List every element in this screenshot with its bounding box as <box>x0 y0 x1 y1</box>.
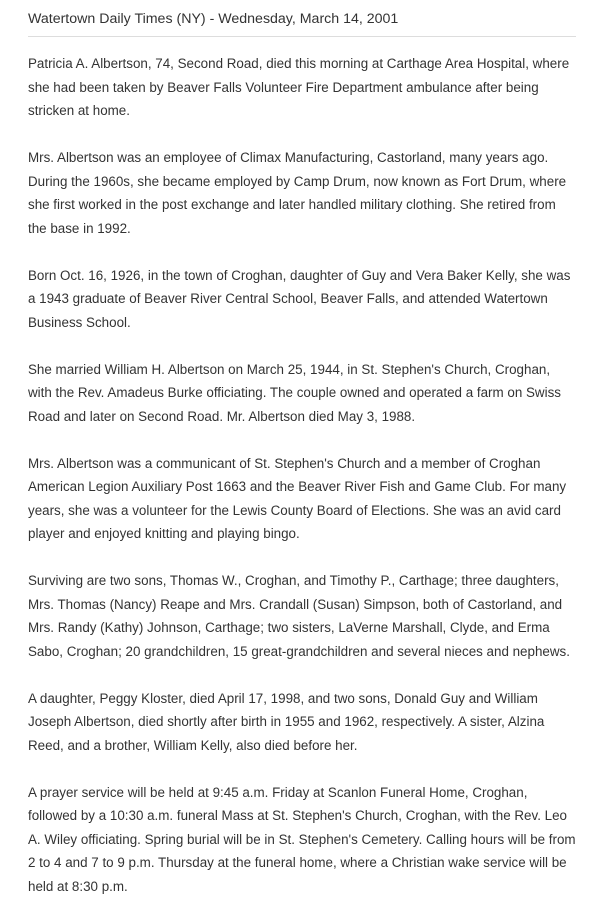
paragraph: A prayer service will be held at 9:45 a.m. Friday at Scanlon Funeral Home, Croghan, followed by a 10:30 a.m. funeral Mass at St. Stephen's Church, Croghan, with the Rev. Leo A. Wiley officiating. Spring burial will be in St. Stephen's Cemetery. Calling hours will be from 2 to 4 and 7 to 9 p.m. Thursday at the funeral home, where a Christian wake service will be held at 8:30 p.m. <box>28 784 576 894</box>
paragraph: Mrs. Albertson was an employee of Climax Manufacturing, Castorland, many years ago. During the 1960s, she became employed by Camp Drum, now known as Fort Drum, where she first worked in the post exchange and later handled military clothing. She retired from the base in 1992. <box>28 150 567 236</box>
source-header: Watertown Daily Times (NY) - Wednesday, March 14, 2001 <box>28 9 576 37</box>
paragraph: Surviving are two sons, Thomas W., Croghan, and Timothy P., Carthage; three daughters, Mrs. Thomas (Nancy) Reape and Mrs. Crandall (Susan) Simpson, both of Castorland, and Mrs. Randy (Kathy) Johnson, Carthage; two sisters, LaVerne Marshall, Clyde, and Erma Sabo, Croghan; 20 grandchildren, 15 great-grandchildren and several nieces and nephews. <box>28 573 570 659</box>
paragraph: Born Oct. 16, 1926, in the town of Croghan, daughter of Guy and Vera Baker Kelly, she was a 1943 graduate of Beaver River Central School, Beaver Falls, and attended Watertown Business School. <box>28 267 571 330</box>
paragraph: Patricia A. Albertson, 74, Second Road, died this morning at Carthage Area Hospital, where she had been taken by Beaver Falls Volunteer Fire Department ambulance after being stricken at home. <box>28 56 570 118</box>
paragraph: A daughter, Peggy Kloster, died April 17, 1998, and two sons, Donald Guy and William Joseph Albertson, died shortly after birth in 1955 and 1962, respectively. A sister, Alzina Reed, and a brother, William Kelly, also died before her. <box>28 690 545 753</box>
obituary-article <box>28 52 576 898</box>
paragraph: She married William H. Albertson on March 25, 1944, in St. Stephen's Church, Croghan, with the Rev. Amadeus Burke officiating. The couple owned and operated a farm on Swiss Road and later on Second Road. Mr. Albertson died May 3, 1988. <box>28 361 561 424</box>
paragraph: Mrs. Albertson was a communicant of St. Stephen's Church and a member of Croghan American Legion Auxiliary Post 1663 and the Beaver River Fish and Game Club. For many years, she was a volunteer for the Lewis County Board of Elections. She was an avid card player and enjoyed knitting and playing bingo. <box>28 455 567 541</box>
